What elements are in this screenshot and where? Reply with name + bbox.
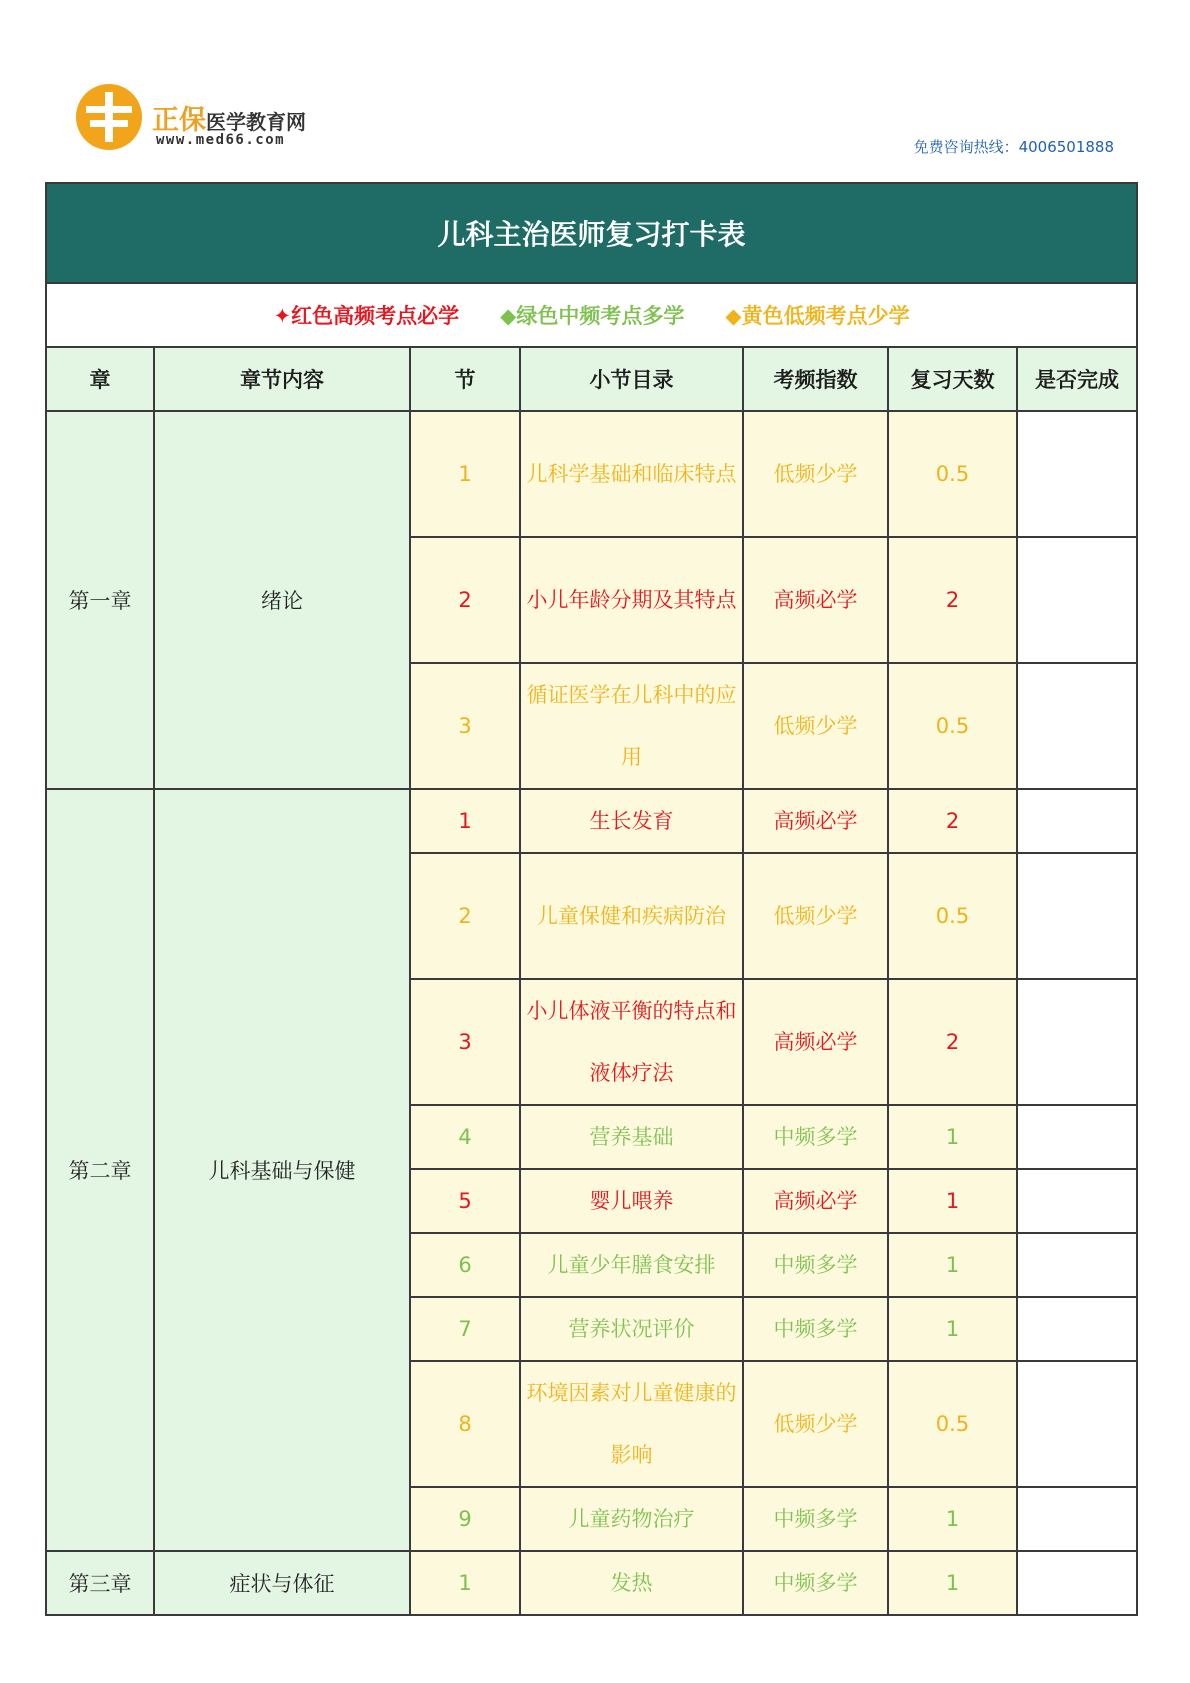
- table-row: [46, 1551, 1137, 1615]
- chapter-content-cell: 症状与体征: [154, 1551, 410, 1615]
- frequency-cell: 低频少学: [743, 853, 888, 979]
- subsection-title-cell: 营养基础: [520, 1105, 743, 1169]
- column-header: 章节内容: [154, 347, 410, 411]
- completion-checkbox-cell[interactable]: [1017, 411, 1137, 537]
- brand-url: www.med66.com: [156, 132, 286, 148]
- section-number-cell: 1: [410, 789, 520, 853]
- brand-main: 正保: [152, 105, 206, 136]
- chapter-cell: 第一章: [46, 411, 154, 789]
- subsection-title-cell: 发热: [520, 1551, 743, 1615]
- legend-mid-frequency: ◆绿色中频考点多学: [500, 304, 685, 328]
- section-number-cell: 6: [410, 1233, 520, 1297]
- frequency-cell: 中频多学: [743, 1233, 888, 1297]
- subsection-title-cell: 儿童少年膳食安排: [520, 1233, 743, 1297]
- review-days-cell: 1: [888, 1551, 1017, 1615]
- section-number-cell: 2: [410, 853, 520, 979]
- review-days-cell: 0.5: [888, 853, 1017, 979]
- column-header-row: [46, 347, 1137, 411]
- completion-checkbox-cell[interactable]: [1017, 1169, 1137, 1233]
- chapter-cell: 第二章: [46, 789, 154, 1551]
- subsection-title-cell: 循证医学在儿科中的应用: [520, 663, 743, 789]
- review-days-cell: 1: [888, 1297, 1017, 1361]
- completion-checkbox-cell[interactable]: [1017, 663, 1137, 789]
- frequency-cell: 中频多学: [743, 1551, 888, 1615]
- subsection-title-cell: 小儿体液平衡的特点和液体疗法: [520, 979, 743, 1105]
- frequency-cell: 高频必学: [743, 789, 888, 853]
- review-days-cell: 0.5: [888, 1361, 1017, 1487]
- completion-checkbox-cell[interactable]: [1017, 1487, 1137, 1551]
- column-header: 是否完成: [1017, 347, 1137, 411]
- frequency-cell: 高频必学: [743, 537, 888, 663]
- completion-checkbox-cell[interactable]: [1017, 1233, 1137, 1297]
- completion-checkbox-cell[interactable]: [1017, 853, 1137, 979]
- frequency-cell: 高频必学: [743, 1169, 888, 1233]
- table-title: 儿科主治医师复习打卡表: [437, 218, 746, 251]
- table-row: [46, 789, 1137, 853]
- review-days-cell: 0.5: [888, 663, 1017, 789]
- chapter-content-cell: 儿科基础与保健: [154, 789, 410, 1551]
- review-days-cell: 1: [888, 1487, 1017, 1551]
- subsection-title-cell: 儿科学基础和临床特点: [520, 411, 743, 537]
- legend: [46, 283, 1137, 347]
- section-number-cell: 8: [410, 1361, 520, 1487]
- subsection-title-cell: 生长发育: [520, 789, 743, 853]
- subsection-title-cell: 儿童药物治疗: [520, 1487, 743, 1551]
- brand-sub: 医学教育网: [206, 110, 306, 134]
- subsection-title-cell: 环境因素对儿童健康的影响: [520, 1361, 743, 1487]
- review-days-cell: 0.5: [888, 411, 1017, 537]
- review-days-cell: 1: [888, 1233, 1017, 1297]
- review-days-cell: 2: [888, 537, 1017, 663]
- column-header: 节: [410, 347, 520, 411]
- subsection-title-cell: 营养状况评价: [520, 1297, 743, 1361]
- section-number-cell: 1: [410, 1551, 520, 1615]
- review-checkin-table: [45, 182, 1138, 1616]
- section-number-cell: 5: [410, 1169, 520, 1233]
- section-number-cell: 1: [410, 411, 520, 537]
- completion-checkbox-cell[interactable]: [1017, 979, 1137, 1105]
- brand-logo[interactable]: [76, 84, 336, 156]
- completion-checkbox-cell[interactable]: [1017, 1361, 1137, 1487]
- completion-checkbox-cell[interactable]: [1017, 1297, 1137, 1361]
- completion-checkbox-cell[interactable]: [1017, 537, 1137, 663]
- column-header: 考频指数: [743, 347, 888, 411]
- frequency-cell: 低频少学: [743, 411, 888, 537]
- logo-emblem-icon: [76, 84, 142, 150]
- section-number-cell: 2: [410, 537, 520, 663]
- frequency-cell: 中频多学: [743, 1487, 888, 1551]
- completion-checkbox-cell[interactable]: [1017, 789, 1137, 853]
- frequency-cell: 中频多学: [743, 1297, 888, 1361]
- hotline-text: 免费咨询热线：4006501888: [913, 138, 1114, 156]
- section-number-cell: 3: [410, 979, 520, 1105]
- review-days-cell: 1: [888, 1169, 1017, 1233]
- table-row: [46, 411, 1137, 537]
- section-number-cell: 4: [410, 1105, 520, 1169]
- review-days-cell: 2: [888, 789, 1017, 853]
- completion-checkbox-cell[interactable]: [1017, 1551, 1137, 1615]
- review-days-cell: 2: [888, 979, 1017, 1105]
- subsection-title-cell: 婴儿喂养: [520, 1169, 743, 1233]
- column-header: 复习天数: [888, 347, 1017, 411]
- table-title-cell: [46, 183, 1137, 283]
- legend-high-frequency: ✦红色高频考点必学: [273, 304, 460, 328]
- frequency-cell: 中频多学: [743, 1105, 888, 1169]
- frequency-cell: 高频必学: [743, 979, 888, 1105]
- chapter-cell: 第三章: [46, 1551, 154, 1615]
- section-number-cell: 7: [410, 1297, 520, 1361]
- frequency-cell: 低频少学: [743, 663, 888, 789]
- review-days-cell: 1: [888, 1105, 1017, 1169]
- chapter-content-cell: 绪论: [154, 411, 410, 789]
- column-header: 章: [46, 347, 154, 411]
- subsection-title-cell: 小儿年龄分期及其特点: [520, 537, 743, 663]
- frequency-cell: 低频少学: [743, 1361, 888, 1487]
- column-header: 小节目录: [520, 347, 743, 411]
- completion-checkbox-cell[interactable]: [1017, 1105, 1137, 1169]
- legend-low-frequency: ◆黄色低频考点少学: [725, 304, 910, 328]
- subsection-title-cell: 儿童保健和疾病防治: [520, 853, 743, 979]
- section-number-cell: 3: [410, 663, 520, 789]
- section-number-cell: 9: [410, 1487, 520, 1551]
